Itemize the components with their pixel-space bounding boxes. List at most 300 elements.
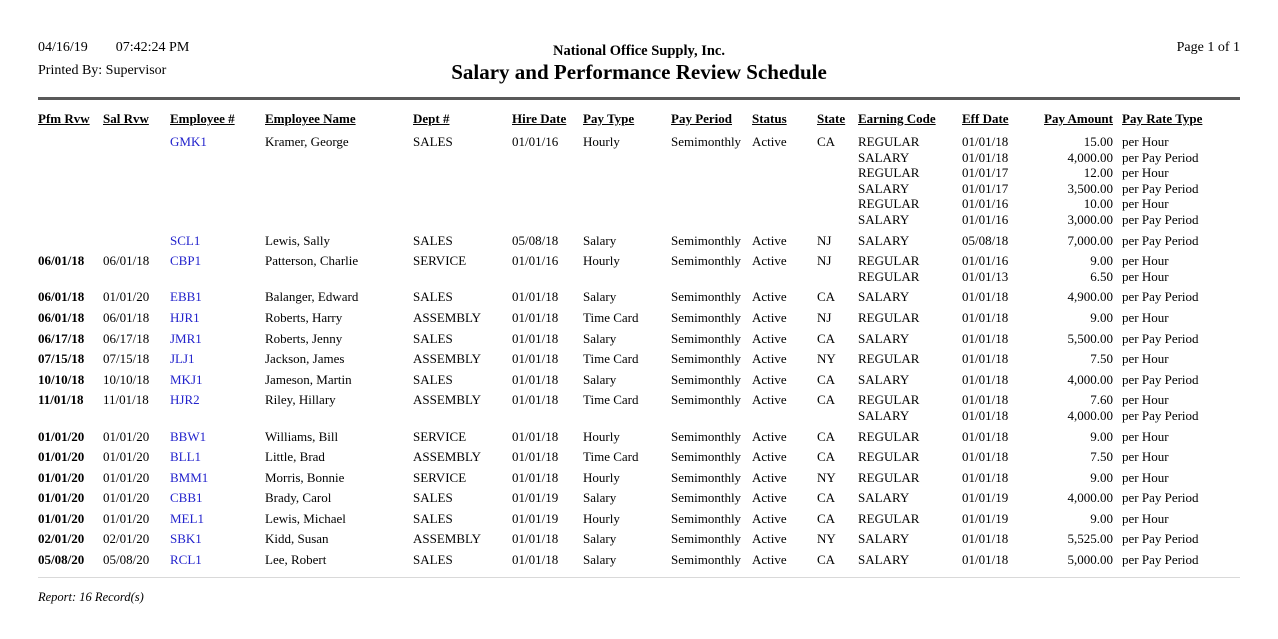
cell-sal-rvw: 01/01/20 [103, 449, 150, 465]
cell-earning-code [858, 511, 962, 532]
cell-employee-name: Morris, Bonnie [265, 469, 345, 485]
cell-hire-date: 01/01/18 [512, 469, 559, 485]
cell-employee-num [170, 134, 265, 233]
cell-hire-date: 01/01/18 [512, 392, 559, 408]
cell-employee-name: Balanger, Edward [265, 289, 359, 305]
column-header-earning-code: Earning Code [858, 111, 936, 126]
cell-pay-type: Hourly [583, 428, 620, 444]
cell-earning-code [858, 490, 962, 511]
cell-pay-rate-type [1113, 233, 1240, 254]
cell-dept: SERVICE [413, 428, 467, 444]
cell-employee-name: Jackson, James [265, 351, 345, 367]
column-header-eff-date: Eff Date [962, 111, 1009, 126]
earning-earning-code: REGULAR [858, 134, 920, 149]
earning-earning-code: REGULAR [858, 449, 920, 465]
earning-eff-date: 01/01/19 [962, 490, 1009, 506]
cell-sal-rvw: 01/01/20 [103, 469, 150, 485]
earning-pay-rate-type: per Pay Period [1122, 149, 1199, 165]
cell-employee-num [170, 310, 265, 331]
earning-pay-rate-type: per Pay Period [1122, 211, 1199, 227]
cell-pay-amount [1032, 331, 1113, 352]
cell-employee-name: Kramer, George [265, 134, 349, 149]
earning-earning-code: REGULAR [858, 469, 920, 485]
earning-pay-amount: 4,000.00 [1067, 149, 1113, 165]
employee-number-link[interactable]: BBW1 [170, 428, 207, 444]
cell-dept: SALES [413, 289, 453, 305]
cell-employee-num [170, 470, 265, 491]
report-table-body [38, 134, 1240, 573]
cell-state: CA [817, 510, 836, 526]
cell-pay-type: Salary [583, 232, 617, 248]
cell-hire-date: 01/01/18 [512, 289, 559, 305]
cell-employee-name: Brady, Carol [265, 490, 332, 506]
cell-pay-type: Hourly [583, 253, 620, 269]
cell-dept: SALES [413, 232, 453, 248]
earning-earning-code: SALARY [858, 289, 910, 305]
header-divider [38, 97, 1240, 100]
cell-pay-type: Time Card [583, 309, 639, 325]
cell-employee-num [170, 392, 265, 428]
cell-pay-period: Semimonthly [671, 330, 742, 346]
cell-employee-name: Kidd, Susan [265, 531, 329, 547]
cell-pay-period: Semimonthly [671, 289, 742, 305]
cell-pay-amount [1032, 351, 1113, 372]
table-row [38, 331, 1240, 352]
earning-pay-amount: 4,900.00 [1067, 289, 1113, 305]
cell-pfm-rvw: 06/01/18 [38, 253, 85, 269]
earning-eff-date: 01/01/18 [962, 371, 1009, 387]
cell-hire-date: 01/01/16 [512, 253, 559, 269]
cell-dept: SALES [413, 330, 453, 346]
earning-pay-amount: 15.00 [1083, 134, 1113, 149]
table-row [38, 429, 1240, 450]
cell-employee-name: Lewis, Sally [265, 232, 330, 248]
page-indicator: Page 1 of 1 [1176, 40, 1240, 55]
employee-number-link[interactable]: HJR2 [170, 392, 200, 408]
employee-number-link[interactable]: BMM1 [170, 469, 209, 485]
cell-hire-date: 01/01/18 [512, 428, 559, 444]
cell-employee-num [170, 490, 265, 511]
cell-eff-date [962, 449, 1032, 470]
cell-eff-date [962, 392, 1032, 428]
cell-state: NJ [817, 309, 832, 325]
earning-pay-rate-type: per Pay Period [1122, 407, 1199, 423]
cell-employee-name: Lee, Robert [265, 552, 327, 568]
earning-pay-rate-type: per Hour [1122, 510, 1169, 526]
earning-earning-code: SALARY [858, 180, 910, 196]
cell-state: CA [817, 428, 836, 444]
cell-pay-type: Salary [583, 371, 617, 387]
cell-pay-amount [1032, 289, 1113, 310]
earning-eff-date: 01/01/16 [962, 211, 1009, 227]
cell-sal-rvw: 07/15/18 [103, 351, 150, 367]
column-header-pfm-rvw: Pfm Rvw [38, 111, 90, 126]
cell-hire-date: 01/01/18 [512, 351, 559, 367]
cell-sal-rvw: 06/01/18 [103, 309, 150, 325]
earning-pay-amount: 10.00 [1083, 196, 1113, 212]
cell-hire-date: 05/08/18 [512, 232, 559, 248]
cell-employee-num [170, 331, 265, 352]
earning-earning-code: REGULAR [858, 428, 920, 444]
cell-employee-num [170, 289, 265, 310]
employee-number-link[interactable]: EBB1 [170, 289, 202, 305]
cell-pay-period: Semimonthly [671, 531, 742, 547]
cell-sal-rvw: 01/01/20 [103, 510, 150, 526]
earning-pay-amount: 7,000.00 [1067, 232, 1113, 248]
table-row [38, 253, 1240, 289]
table-row [38, 233, 1240, 254]
cell-pfm-rvw: 06/01/18 [38, 309, 85, 325]
earning-eff-date: 01/01/18 [962, 392, 1009, 408]
cell-pay-amount [1032, 470, 1113, 491]
cell-employee-name: Roberts, Jenny [265, 330, 343, 346]
cell-pay-amount [1032, 449, 1113, 470]
printed-date: 04/16/19 [38, 40, 88, 55]
cell-earning-code [858, 289, 962, 310]
earning-pay-rate-type: per Hour [1122, 268, 1169, 284]
table-row [38, 289, 1240, 310]
cell-status: Active [752, 371, 787, 387]
cell-eff-date [962, 134, 1032, 233]
cell-eff-date [962, 511, 1032, 532]
earning-earning-code: REGULAR [858, 253, 920, 269]
cell-earning-code [858, 429, 962, 450]
earning-pay-amount: 6.50 [1090, 268, 1113, 284]
cell-dept: SERVICE [413, 253, 467, 269]
cell-pay-amount [1032, 531, 1113, 552]
earning-earning-code: SALARY [858, 552, 910, 568]
cell-pfm-rvw: 05/08/20 [38, 552, 85, 568]
cell-status: Active [752, 490, 787, 506]
employee-number-link[interactable]: CBB1 [170, 490, 203, 506]
cell-pay-rate-type [1113, 449, 1240, 470]
cell-eff-date [962, 310, 1032, 331]
cell-pfm-rvw: 06/17/18 [38, 330, 85, 346]
earning-eff-date: 01/01/18 [962, 289, 1009, 305]
cell-pay-rate-type [1113, 372, 1240, 393]
cell-employee-name: Williams, Bill [265, 428, 339, 444]
cell-dept: SALES [413, 134, 453, 149]
cell-pay-rate-type [1113, 531, 1240, 552]
earning-pay-amount: 12.00 [1083, 165, 1113, 181]
earning-pay-amount: 9.00 [1090, 469, 1113, 485]
cell-hire-date: 01/01/18 [512, 552, 559, 568]
cell-pay-amount [1032, 372, 1113, 393]
column-header-hire-date: Hire Date [512, 111, 567, 126]
cell-pfm-rvw [38, 233, 103, 254]
employee-number-link[interactable]: HJR1 [170, 309, 200, 325]
cell-pay-period: Semimonthly [671, 428, 742, 444]
cell-status: Active [752, 309, 787, 325]
cell-earning-code [858, 552, 962, 573]
table-row [38, 511, 1240, 532]
cell-sal-rvw: 06/01/18 [103, 253, 150, 269]
cell-pay-period: Semimonthly [671, 232, 742, 248]
column-header-status: Status [752, 111, 787, 126]
earning-pay-amount: 5,000.00 [1067, 552, 1113, 568]
cell-earning-code [858, 531, 962, 552]
cell-employee-name: Jameson, Martin [265, 371, 352, 387]
cell-employee-num [170, 253, 265, 289]
salary-review-table [38, 112, 1240, 573]
report-title: Salary and Performance Review Schedule [451, 60, 827, 84]
cell-status: Active [752, 330, 787, 346]
cell-pay-rate-type [1113, 331, 1240, 352]
employee-number-link[interactable]: MEL1 [170, 510, 204, 526]
earning-eff-date: 01/01/13 [962, 268, 1009, 284]
cell-pay-type: Time Card [583, 392, 639, 408]
cell-state: CA [817, 330, 836, 346]
cell-status: Active [752, 449, 787, 465]
cell-dept: SERVICE [413, 469, 467, 485]
earning-pay-rate-type: per Pay Period [1122, 330, 1199, 346]
employee-number-link[interactable]: CBP1 [170, 253, 202, 269]
earning-earning-code: REGULAR [858, 351, 920, 367]
cell-dept: ASSEMBLY [413, 309, 482, 325]
cell-pay-type: Hourly [583, 134, 620, 149]
earning-pay-amount: 5,525.00 [1067, 531, 1113, 547]
table-header-row [38, 112, 1240, 134]
cell-earning-code [858, 331, 962, 352]
earning-pay-rate-type: per Pay Period [1122, 289, 1199, 305]
earning-earning-code: SALARY [858, 531, 910, 547]
cell-eff-date [962, 552, 1032, 573]
cell-status: Active [752, 134, 787, 149]
cell-pay-amount [1032, 310, 1113, 331]
earning-pay-amount: 4,000.00 [1067, 407, 1113, 423]
cell-employee-name: Patterson, Charlie [265, 253, 359, 269]
earning-eff-date: 01/01/18 [962, 449, 1009, 465]
cell-earning-code [858, 310, 962, 331]
cell-pfm-rvw: 01/01/20 [38, 510, 85, 526]
earning-pay-rate-type: per Pay Period [1122, 232, 1199, 248]
cell-pfm-rvw: 06/01/18 [38, 289, 85, 305]
cell-status: Active [752, 531, 787, 547]
cell-pay-amount [1032, 134, 1113, 233]
cell-hire-date: 01/01/18 [512, 531, 559, 547]
cell-pay-type: Hourly [583, 469, 620, 485]
cell-pay-rate-type [1113, 511, 1240, 532]
earning-pay-rate-type: per Pay Period [1122, 490, 1199, 506]
cell-pay-period: Semimonthly [671, 490, 742, 506]
cell-pfm-rvw: 10/10/18 [38, 371, 85, 387]
cell-dept: SALES [413, 552, 453, 568]
cell-state: NY [817, 531, 836, 547]
earning-eff-date: 01/01/16 [962, 253, 1009, 269]
cell-earning-code [858, 449, 962, 470]
earning-pay-amount: 3,000.00 [1067, 211, 1113, 227]
cell-pay-rate-type [1113, 351, 1240, 372]
cell-pay-type: Hourly [583, 510, 620, 526]
cell-status: Active [752, 351, 787, 367]
cell-dept: SALES [413, 510, 453, 526]
cell-dept: SALES [413, 490, 453, 506]
earning-pay-rate-type: per Hour [1122, 449, 1169, 465]
earning-pay-amount: 7.50 [1090, 351, 1113, 367]
cell-pfm-rvw: 01/01/20 [38, 490, 85, 506]
column-header-pay-period: Pay Period [671, 111, 733, 126]
earning-earning-code: SALARY [858, 330, 910, 346]
cell-employee-num [170, 233, 265, 254]
cell-dept: ASSEMBLY [413, 449, 482, 465]
cell-employee-num [170, 351, 265, 372]
cell-pay-period: Semimonthly [671, 552, 742, 568]
cell-employee-num [170, 531, 265, 552]
cell-pfm-rvw: 01/01/20 [38, 428, 85, 444]
table-row [38, 449, 1240, 470]
earning-pay-rate-type: per Hour [1122, 165, 1169, 181]
cell-eff-date [962, 531, 1032, 552]
cell-pay-rate-type [1113, 490, 1240, 511]
earning-earning-code: SALARY [858, 490, 910, 506]
cell-status: Active [752, 552, 787, 568]
cell-status: Active [752, 289, 787, 305]
table-row [38, 310, 1240, 331]
cell-hire-date: 01/01/18 [512, 371, 559, 387]
cell-state: NY [817, 469, 836, 485]
cell-state: NJ [817, 232, 832, 248]
cell-employee-name: Little, Brad [265, 449, 325, 465]
earning-pay-amount: 4,000.00 [1067, 371, 1113, 387]
earning-pay-rate-type: per Hour [1122, 392, 1169, 408]
cell-hire-date: 01/01/18 [512, 330, 559, 346]
employee-number-link[interactable]: JLJ1 [170, 351, 195, 367]
cell-pay-rate-type [1113, 470, 1240, 491]
cell-state: NJ [817, 253, 832, 269]
cell-earning-code [858, 392, 962, 428]
cell-sal-rvw [103, 233, 170, 254]
cell-pay-amount [1032, 490, 1113, 511]
earning-eff-date: 01/01/18 [962, 531, 1009, 547]
cell-status: Active [752, 469, 787, 485]
earning-pay-amount: 9.00 [1090, 253, 1113, 269]
cell-pay-amount [1032, 233, 1113, 254]
printed-by: Printed By: Supervisor [38, 63, 167, 78]
earning-earning-code: REGULAR [858, 165, 920, 181]
earning-pay-rate-type: per Hour [1122, 134, 1169, 149]
cell-sal-rvw [103, 134, 170, 233]
cell-sal-rvw: 01/01/20 [103, 289, 150, 305]
earning-eff-date: 01/01/16 [962, 196, 1009, 212]
employee-number-link[interactable]: JMR1 [170, 330, 202, 346]
cell-state: NY [817, 351, 836, 367]
column-header-employee-name: Employee Name [265, 111, 356, 126]
earning-eff-date: 01/01/18 [962, 469, 1009, 485]
earning-eff-date: 01/01/18 [962, 309, 1009, 325]
cell-pay-type: Salary [583, 490, 617, 506]
earning-pay-rate-type: per Pay Period [1122, 531, 1199, 547]
cell-earning-code [858, 372, 962, 393]
cell-sal-rvw: 01/01/20 [103, 428, 150, 444]
cell-state: CA [817, 449, 836, 465]
cell-pay-period: Semimonthly [671, 392, 742, 408]
earning-pay-rate-type: per Hour [1122, 196, 1169, 212]
cell-pay-amount [1032, 429, 1113, 450]
column-header-dept: Dept # [413, 111, 450, 126]
cell-pfm-rvw: 11/01/18 [38, 392, 84, 408]
earning-pay-rate-type: per Hour [1122, 253, 1169, 269]
employee-number-link[interactable]: GMK1 [170, 134, 207, 149]
cell-state: CA [817, 552, 836, 568]
employee-number-link[interactable]: BLL1 [170, 449, 202, 465]
cell-state: CA [817, 371, 836, 387]
cell-dept: ASSEMBLY [413, 531, 482, 547]
cell-eff-date [962, 429, 1032, 450]
cell-sal-rvw: 05/08/20 [103, 552, 150, 568]
table-row [38, 470, 1240, 491]
earning-earning-code: REGULAR [858, 268, 920, 284]
cell-sal-rvw: 10/10/18 [103, 371, 150, 387]
earning-pay-amount: 4,000.00 [1067, 490, 1113, 506]
cell-earning-code [858, 351, 962, 372]
cell-hire-date: 01/01/19 [512, 510, 559, 526]
column-header-pay-type: Pay Type [583, 111, 635, 126]
cell-state: CA [817, 392, 836, 408]
cell-pay-rate-type [1113, 552, 1240, 573]
cell-pfm-rvw: 02/01/20 [38, 531, 85, 547]
cell-employee-name: Riley, Hillary [265, 392, 336, 408]
cell-status: Active [752, 510, 787, 526]
earning-eff-date: 01/01/18 [962, 428, 1009, 444]
earning-earning-code: SALARY [858, 407, 910, 423]
table-row [38, 531, 1240, 552]
cell-pfm-rvw [38, 134, 103, 233]
cell-sal-rvw: 06/17/18 [103, 330, 150, 346]
earning-eff-date: 01/01/18 [962, 134, 1009, 149]
cell-pay-rate-type [1113, 289, 1240, 310]
cell-sal-rvw: 01/01/20 [103, 490, 150, 506]
employee-number-link[interactable]: RCL1 [170, 552, 202, 568]
cell-earning-code [858, 470, 962, 491]
cell-eff-date [962, 372, 1032, 393]
cell-pay-rate-type [1113, 253, 1240, 289]
cell-pay-period: Semimonthly [671, 371, 742, 387]
cell-eff-date [962, 289, 1032, 310]
cell-employee-num [170, 511, 265, 532]
company-name: National Office Supply, Inc. [552, 43, 725, 59]
employee-number-link[interactable]: SBK1 [170, 531, 202, 547]
column-header-pay-amount: Pay Amount [1044, 111, 1113, 126]
earning-pay-rate-type: per Hour [1122, 351, 1169, 367]
cell-pay-rate-type [1113, 134, 1240, 233]
cell-employee-num [170, 429, 265, 450]
earning-eff-date: 01/01/18 [962, 330, 1009, 346]
cell-dept: ASSEMBLY [413, 392, 482, 408]
cell-eff-date [962, 351, 1032, 372]
cell-sal-rvw: 11/01/18 [103, 392, 149, 408]
cell-pay-type: Salary [583, 289, 617, 305]
earning-earning-code: REGULAR [858, 510, 920, 526]
earning-pay-rate-type: per Hour [1122, 309, 1169, 325]
table-row [38, 490, 1240, 511]
earning-eff-date: 01/01/18 [962, 552, 1009, 568]
cell-eff-date [962, 490, 1032, 511]
cell-employee-name: Roberts, Harry [265, 309, 343, 325]
column-header-sal-rvw: Sal Rvw [103, 111, 149, 126]
cell-pay-type: Time Card [583, 449, 639, 465]
earning-pay-amount: 9.00 [1090, 428, 1113, 444]
cell-earning-code [858, 134, 962, 233]
table-row [38, 392, 1240, 428]
employee-number-link[interactable]: SCL1 [170, 232, 201, 248]
cell-status: Active [752, 392, 787, 408]
earning-pay-rate-type: per Pay Period [1122, 180, 1199, 196]
cell-hire-date: 01/01/18 [512, 309, 559, 325]
record-count-note: Report: 16 Record(s) [38, 590, 144, 604]
earning-earning-code: REGULAR [858, 309, 920, 325]
earning-pay-amount: 7.60 [1090, 392, 1113, 408]
employee-number-link[interactable]: MKJ1 [170, 371, 203, 387]
